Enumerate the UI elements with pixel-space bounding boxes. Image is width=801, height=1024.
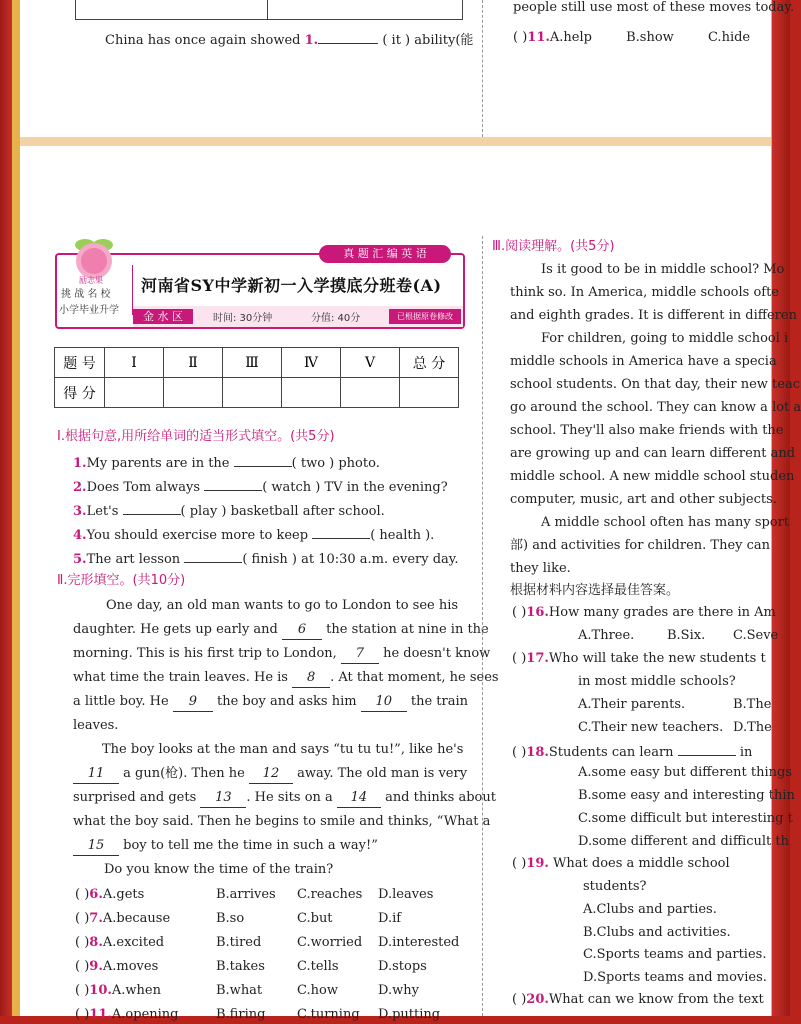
question-17: ( )17.Who will take the new students t	[512, 651, 766, 666]
slogan-line-2: 小学毕业升学	[59, 305, 119, 316]
revision-note: 已根据原卷修改	[389, 309, 461, 324]
list-item: 1.My parents are in the ( two ) photo.	[73, 452, 380, 473]
list-item: 2.Does Tom always ( watch ) TV in the evening?	[73, 476, 448, 497]
question-18: ( )18.Students can learn in	[512, 741, 752, 762]
exam-header	[55, 247, 465, 329]
list-item: ( )11.A.opening B.firing C.turning D.putting	[75, 1007, 441, 1022]
question-19: ( )19. What does a middle school	[512, 856, 730, 871]
time-limit: 时间: 30分钟	[213, 313, 273, 324]
slogan-line-1: 挑 战 名 校	[61, 289, 111, 300]
reading-instruction: 根据材料内容选择最佳答案。	[510, 583, 680, 598]
score-table	[54, 347, 459, 408]
previous-passage-line: people still use most of these moves today.	[513, 0, 795, 15]
list-item: 3.Let's ( play ) basketball after school.	[73, 500, 385, 521]
left-gold-border	[12, 0, 20, 1016]
logo-text: 励志果	[79, 276, 103, 285]
series-tag: 真 题 汇 编 英 语	[319, 245, 451, 263]
page-separator	[20, 137, 771, 146]
section-1-title: Ⅰ.根据句意,用所给单词的适当形式填空。(共5分)	[57, 429, 335, 444]
exam-page: 励志果 真 题 汇 编 英 语 挑 战 名 校 小学毕业升学 河南省SY中学新初一入学摸底分班卷(A) 金 水 区 时间: 30分钟 分值: 40分 已根据原卷修改 题 号 Ⅰ Ⅱ Ⅲ Ⅳ Ⅴ 总 分 得 分 Ⅰ.根据句意,用所给单词的适当形式填空。(共5分) 1.My parents are in the ( two ) photo. 2.Does Tom always ( watch ) TV in the evening? 3.Let's ( play ) basketball after school. 4.You should exercise more to keep ( health ). 5.The art lesson ( finish ) at 10:30 a.m. every day. Ⅱ.完形填空。(共10分) One day, an old man wants to go to London to see his daughter. He gets up early and 6 the station at nine in the morning. This is his first trip to London, 7 he doesn't know what time the train leaves. He is 8 . At that moment, he sees a little boy. He 9 the boy and asks him 10 the train leaves. The boy looks at the man and says “tu tu tu!”, like he's 11 a gun(枪). Then he 12 away. The old man is very surprised and gets 13 . He sits on a 14 and thinks about what the boy said. Then he begins to smile and thinks, “What a 15 boy to tell me the time in such a way!” Do you know the time of the train? ( )6.A.gets B.arrives C.reaches D.leaves ( )7.A.because B.so C.but D.if ( )8.A.excited B.tired C.worried D.interested ( )9.A.moves B.takes C.tells D.stops ( )10.A.when B.what C.how D.why ( )11.A.opening B.firing C.turning D.putting Ⅲ.阅读理解。(共5分) Is it good to be in middle school? Mo think so. In America, middle schools ofte and eighth grades. It is different in differen For children, going to middle school i middle schools in America have a specia school students. On that day, their new teac go around the school. They can know a lot a school. They'll also make friends with the are growing up and can learn different and middle school. A new middle school studen computer, music, art and other subjects. A middle school often has many sport 部) and activities for children. They can they like. 根据材料内容选择最佳答案。 ( )16.How many grades are there in Am A.Three. B.Six. C.Seve ( )17.Who will take the new students t in most middle schools? A.Their parents. B.The C.Their new teachers. D.The ( )18.Students can learn in A.some easy but different things B.some easy and interesting thin C.some difficult but interesting t D.some different and difficult th ( )19. What does a middle school students? A.Clubs and parties. B.Clubs and activities. C.Sports teams and parties. D.Sports teams and movies. ( )20.What can we know from the text	[20, 146, 771, 1016]
section-2-title: Ⅱ.完形填空。(共10分)	[57, 573, 186, 588]
question-16: ( )16.How many grades are there in Am	[512, 605, 776, 620]
score-table-header-row: 题 号 Ⅰ Ⅱ Ⅲ Ⅳ Ⅴ 总 分	[55, 348, 459, 378]
question-20: ( )20.What can we know from the text	[512, 992, 764, 1007]
list-item: ( )9.A.moves B.takes C.tells D.stops	[75, 959, 427, 974]
previous-table-fragment	[75, 0, 463, 20]
score-table-score-row: 得 分	[55, 378, 459, 408]
previous-sentence: China has once again showed 1. ( it ) ability(能	[105, 29, 473, 50]
previous-page-fragment	[20, 0, 795, 137]
list-item: ( )8.A.excited B.tired C.worried D.interested	[75, 935, 460, 950]
list-item: ( )10.A.when B.what C.how D.why	[75, 983, 419, 998]
list-item: 5.The art lesson ( finish ) at 10:30 a.m. every day.	[73, 548, 459, 569]
district-badge: 金 水 区	[133, 309, 193, 324]
previous-question-11: ( )11.A.help B.show C.hide	[513, 30, 751, 45]
total-score: 分值: 40分	[311, 313, 361, 324]
section-3-title: Ⅲ.阅读理解。(共5分)	[492, 239, 615, 254]
list-item: 4.You should exercise more to keep ( health ).	[73, 524, 434, 545]
list-item: ( )6.A.gets B.arrives C.reaches D.leaves	[75, 887, 434, 902]
column-divider	[482, 236, 484, 1016]
exam-title: 河南省SY中学新初一入学摸底分班卷(A)	[141, 276, 442, 295]
list-item: ( )7.A.because B.so C.but D.if	[75, 911, 402, 926]
left-frame-border	[0, 0, 12, 1016]
